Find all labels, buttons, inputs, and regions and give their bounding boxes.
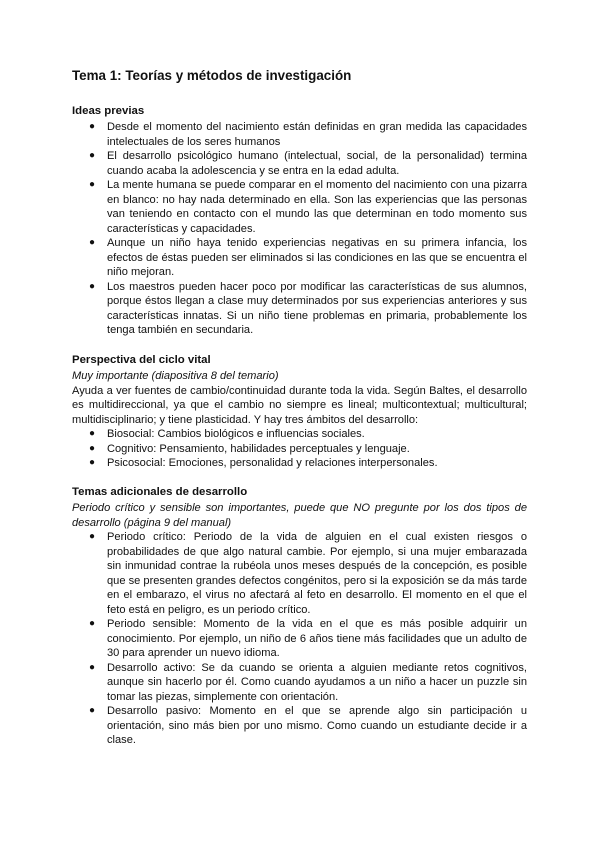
list-item [72,427,527,442]
list-item-text: Biosocial: Cambios biológicos e influencias sociales. [107,428,365,440]
list-item-text: El desarrollo psicológico humano (intelectual, social, de la personalidad) termina cuando acaba la adolescencia y se entra en la edad adulta. [107,150,527,177]
list-item [72,617,527,661]
bullet-icon: ● [89,428,96,439]
section-heading: Ideas previas [72,105,145,117]
list-item-text: La mente humana se puede comparar en el momento del nacimiento con una pizarra en blanco: no hay nada determinado en ella. Son las experiencias que las personas van teniendo en contacto con el mundo las que determinan en todo momento sus características y capacidades. [107,179,527,235]
list-item [72,661,527,705]
list-item [72,704,527,748]
list-item-text: Aunque un niño haya tenido experiencias negativas en su primera infancia, los efectos de éstas pueden ser eliminados si las condiciones en las que se encuentra el niño mejoran. [107,237,527,278]
bullet-icon: ● [89,457,96,468]
bullet-icon: ● [89,531,96,542]
section-ciclo-vital [72,353,527,471]
list-item-text: Desarrollo pasivo: Momento en el que se aprende algo sin participación u orientación, sino más bien por uno mismo. Como cuando un estudiante decide ir a clase. [107,705,527,746]
section-temas-adicionales [72,485,527,748]
bullet-icon: ● [89,618,96,629]
list-item [72,236,527,280]
bullet-icon: ● [89,237,96,248]
bullet-icon: ● [89,150,96,161]
list-item-text: Los maestros pueden hacer poco por modificar las características de sus alumnos, porque éstos llegan a clase muy determinados por sus experiencias anteriores y sus características innatas. Si un niño tiene problemas en primaria, probablemente los tenga también en secundaria. [107,280,527,336]
bullet-icon: ● [89,121,96,132]
list-item [72,149,527,178]
list-item-text: Desde el momento del nacimiento están definidas en gran medida las capacidades intelectuales de los seres humanos [107,121,527,148]
page-title: Tema 1: Teorías y métodos de investigación [72,68,352,83]
list-item [72,280,527,338]
bullet-icon: ● [89,705,96,716]
list-item [72,442,527,457]
section-heading: Temas adicionales de desarrollo [72,486,248,498]
list-item-text: Periodo crítico: Periodo de la vida de alguien en el cual existen riesgos o probabilidades de que algo natural cambie. Por ejemplo, si una mujer embarazada sin inmunidad contrae la rubéola unos meses después de la concepción, es posible que se presenten grandes defectos congénitos, pero si la exposición se da más tarde en el embarazo, el virus no afectará al feto en desarrollo. El momento en el que el feto está en peligro, es un periodo crítico. [107,531,527,616]
bullet-list [72,120,527,338]
list-item [72,120,527,149]
bullet-icon: ● [89,442,96,454]
section-ideas-previas [72,104,527,338]
bullet-list [72,427,527,471]
list-item-text: Desarrollo activo: Se da cuando se orienta a alguien mediante retos cognitivos, aunque sin hacerlo por él. Como cuando ayudamos a un niño a hacer un puzzle sin tomar las piezas, simplemente con orientación. [107,661,527,703]
bullet-icon: ● [89,661,96,673]
list-item [72,456,527,471]
section-note: Periodo crítico y sensible son importantes, puede que NO pregunte por los dos tipos de desarrollo (página 9 del manual) [72,502,527,529]
list-item-text: Periodo sensible: Momento de la vida en el que es más posible adquirir un conocimiento. Por ejemplo, un niño de 6 años tiene más facilidades que un adulto de 30 para aprender un nuevo idioma. [107,618,527,659]
section-paragraph: Ayuda a ver fuentes de cambio/continuidad durante toda la vida. Según Baltes, el desarrollo es multidireccional, ya que el cambio no siempre es lineal; multicontextual; multicultural; multidisciplinario; y tiene plasticidad. Y hay tres ámbitos del desarrollo: [72,384,527,426]
section-heading: Perspectiva del ciclo vital [72,354,211,366]
bullet-icon: ● [89,179,96,190]
list-item [72,530,527,617]
section-note: Muy importante (diapositiva 8 del temario) [72,370,279,382]
list-item [72,178,527,236]
list-item-text: Psicosocial: Emociones, personalidad y relaciones interpersonales. [107,457,438,469]
bullet-icon: ● [89,280,96,292]
list-item-text: Cognitivo: Pensamiento, habilidades perceptuales y lenguaje. [107,442,410,455]
bullet-list [72,530,527,748]
